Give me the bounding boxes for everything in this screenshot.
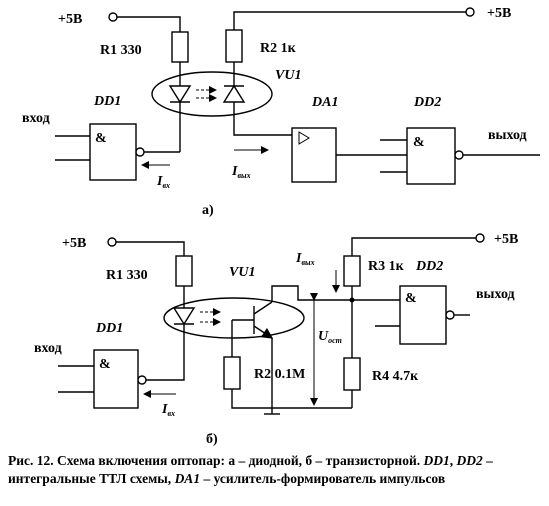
resistor-r2-a xyxy=(226,30,242,62)
vu1-b-label: VU1 xyxy=(229,265,256,280)
resistor-r2-b xyxy=(224,357,240,389)
diagram-a-tag: а) xyxy=(202,203,214,218)
dd2-a-and: & xyxy=(413,135,425,150)
dd2-b-and: & xyxy=(405,291,417,306)
dd1-a-and: & xyxy=(95,131,107,146)
supply-terminal-left-b xyxy=(108,238,116,246)
dd1-b-label: DD1 xyxy=(96,321,124,336)
vu1-a-label: VU1 xyxy=(275,68,302,83)
da1-a-label: DA1 xyxy=(312,95,339,110)
caption-dd2: DD2 xyxy=(456,453,483,468)
optocoupler-vu1-b xyxy=(164,298,304,338)
supply-terminal-left-a xyxy=(109,13,117,21)
caption-dd1: DD1 xyxy=(423,453,450,468)
input-b-label: вход xyxy=(34,341,62,356)
caption-prefix: Рис. 12. Схема включения оптопар: а – диодной, б – транзисторной. xyxy=(8,453,424,468)
caption-mid: – интегральные ТТЛ схемы, xyxy=(8,453,493,486)
r2-b-label: R2 0.1М xyxy=(254,367,306,382)
i-in-a-label: $I_{вх}$ xyxy=(157,174,171,190)
dd1-b-and: & xyxy=(99,357,111,372)
dd2-b-label: DD2 xyxy=(416,259,444,274)
output-a-label: выход xyxy=(488,128,527,143)
diagram-a xyxy=(22,6,540,218)
i-out-b-label: $I_{вых}$ xyxy=(296,251,315,267)
resistor-r3-b xyxy=(344,256,360,286)
optocoupler-vu1-a xyxy=(152,72,272,116)
dd1-a-label: DD1 xyxy=(94,94,122,109)
supply-right-b-label: +5В xyxy=(494,232,519,247)
r1-a-label: R1 330 xyxy=(100,43,142,58)
output-b-label: выход xyxy=(476,287,515,302)
resistor-r1-b xyxy=(176,256,192,286)
supply-terminal-right-a xyxy=(466,8,474,16)
supply-right-a-label: +5В xyxy=(487,6,512,21)
supply-left-b-label: +5В xyxy=(62,236,87,251)
i-in-b-label: $I_{вх}$ xyxy=(162,402,176,418)
supply-terminal-right-b xyxy=(476,234,484,242)
input-a-label: вход xyxy=(22,111,50,126)
u-res-b-label: $U_{ост}$ xyxy=(318,329,342,345)
supply-left-a-label: +5В xyxy=(58,12,83,27)
r4-b-label: R4 4.7к xyxy=(372,369,419,384)
resistor-r1-a xyxy=(172,32,188,62)
r2-a-label: R2 1к xyxy=(260,41,296,56)
i-out-a-label: $I_{вых}$ xyxy=(232,164,251,180)
figure-caption xyxy=(8,452,543,488)
caption-suffix: – усилитель-формирователь импульсов xyxy=(200,471,446,486)
resistor-r4-b xyxy=(344,358,360,390)
caption-da1: DA1 xyxy=(174,471,201,486)
caption-sep: , xyxy=(449,453,457,468)
diagram-b-tag: б) xyxy=(206,432,218,447)
r1-b-label: R1 330 xyxy=(106,268,148,283)
diagram-b xyxy=(34,232,518,447)
r3-b-label: R3 1к xyxy=(368,259,404,274)
dd2-a-label: DD2 xyxy=(414,95,442,110)
